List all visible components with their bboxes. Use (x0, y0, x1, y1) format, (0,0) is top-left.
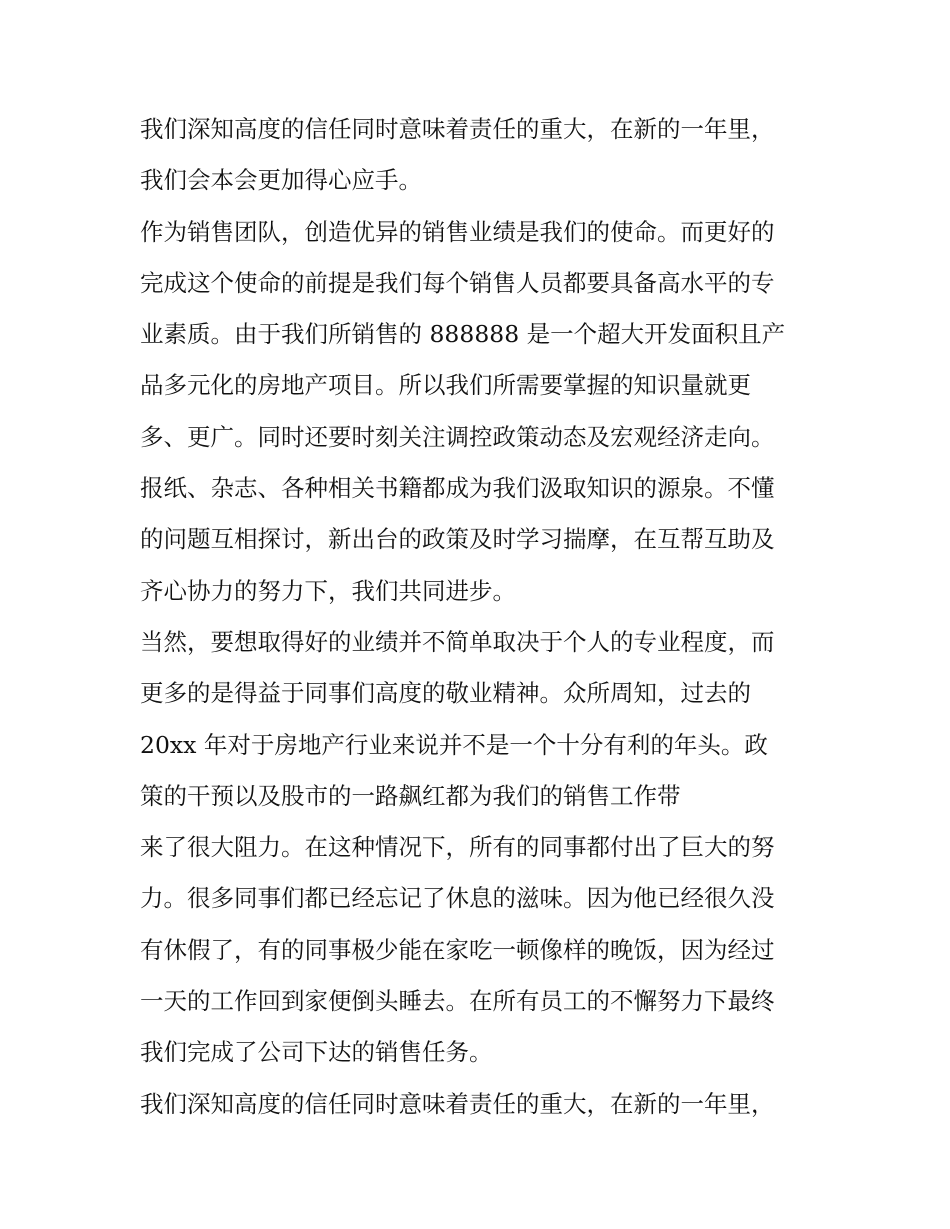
body-text (140, 104, 820, 1130)
text-line-9: 的问题互相探讨，新出台的政策及时学习揣摩，在互帮互助及 (140, 525, 775, 554)
text-line-17: 有休假了，有的同事极少能在家吃一顿像样的晚饭，因为经过 (140, 935, 775, 964)
text-line-12: 更多的是得益于同事们高度的敬业精神。众所周知，过去的 (140, 679, 751, 708)
text-line-18: 一天的工作回到家便倒头睡去。在所有员工的不懈努力下最终 (140, 987, 775, 1016)
text-line-6: 品多元化的房地产项目。所以我们所需要掌握的知识量就更 (140, 371, 751, 400)
text-line-10: 齐心协力的努力下，我们共同进步。 (140, 576, 516, 605)
text-line-7: 多、更广。同时还要时刻关注调控政策动态及宏观经济走向。 (140, 422, 775, 451)
text-line-4: 完成这个使命的前提是我们每个销售人员都要具备高水平的专 (140, 268, 775, 297)
text-line-2: 我们会本会更加得心应手。 (140, 166, 422, 195)
text-line-11: 当然，要想取得好的业绩并不简单取决于个人的专业程度，而 (140, 627, 775, 656)
text-line-13: 20xx 年对于房地产行业来说并不是一个十分有利的年头。政 (140, 730, 768, 759)
text-line-14: 策的干预以及股市的一路飙红都为我们的销售工作带 (140, 781, 681, 810)
text-line-8: 报纸、杂志、各种相关书籍都成为我们汲取知识的源泉。不懂 (140, 474, 775, 503)
text-line-20: 我们深知高度的信任同时意味着责任的重大，在新的一年里， (140, 1089, 775, 1118)
text-line-5: 业素质。由于我们所销售的 888888 是一个超大开发面积且产 (140, 320, 786, 349)
text-line-16: 力。很多同事们都已经忘记了休息的滋味。因为他已经很久没 (140, 884, 775, 913)
text-line-3: 作为销售团队，创造优异的销售业绩是我们的使命。而更好的 (140, 217, 775, 246)
text-line-1: 我们深知高度的信任同时意味着责任的重大，在新的一年里， (140, 115, 775, 143)
text-line-15: 来了很大阻力。在这种情况下，所有的同事都付出了巨大的努 (140, 833, 775, 862)
text-line-19: 我们完成了公司下达的销售任务。 (140, 1038, 493, 1067)
